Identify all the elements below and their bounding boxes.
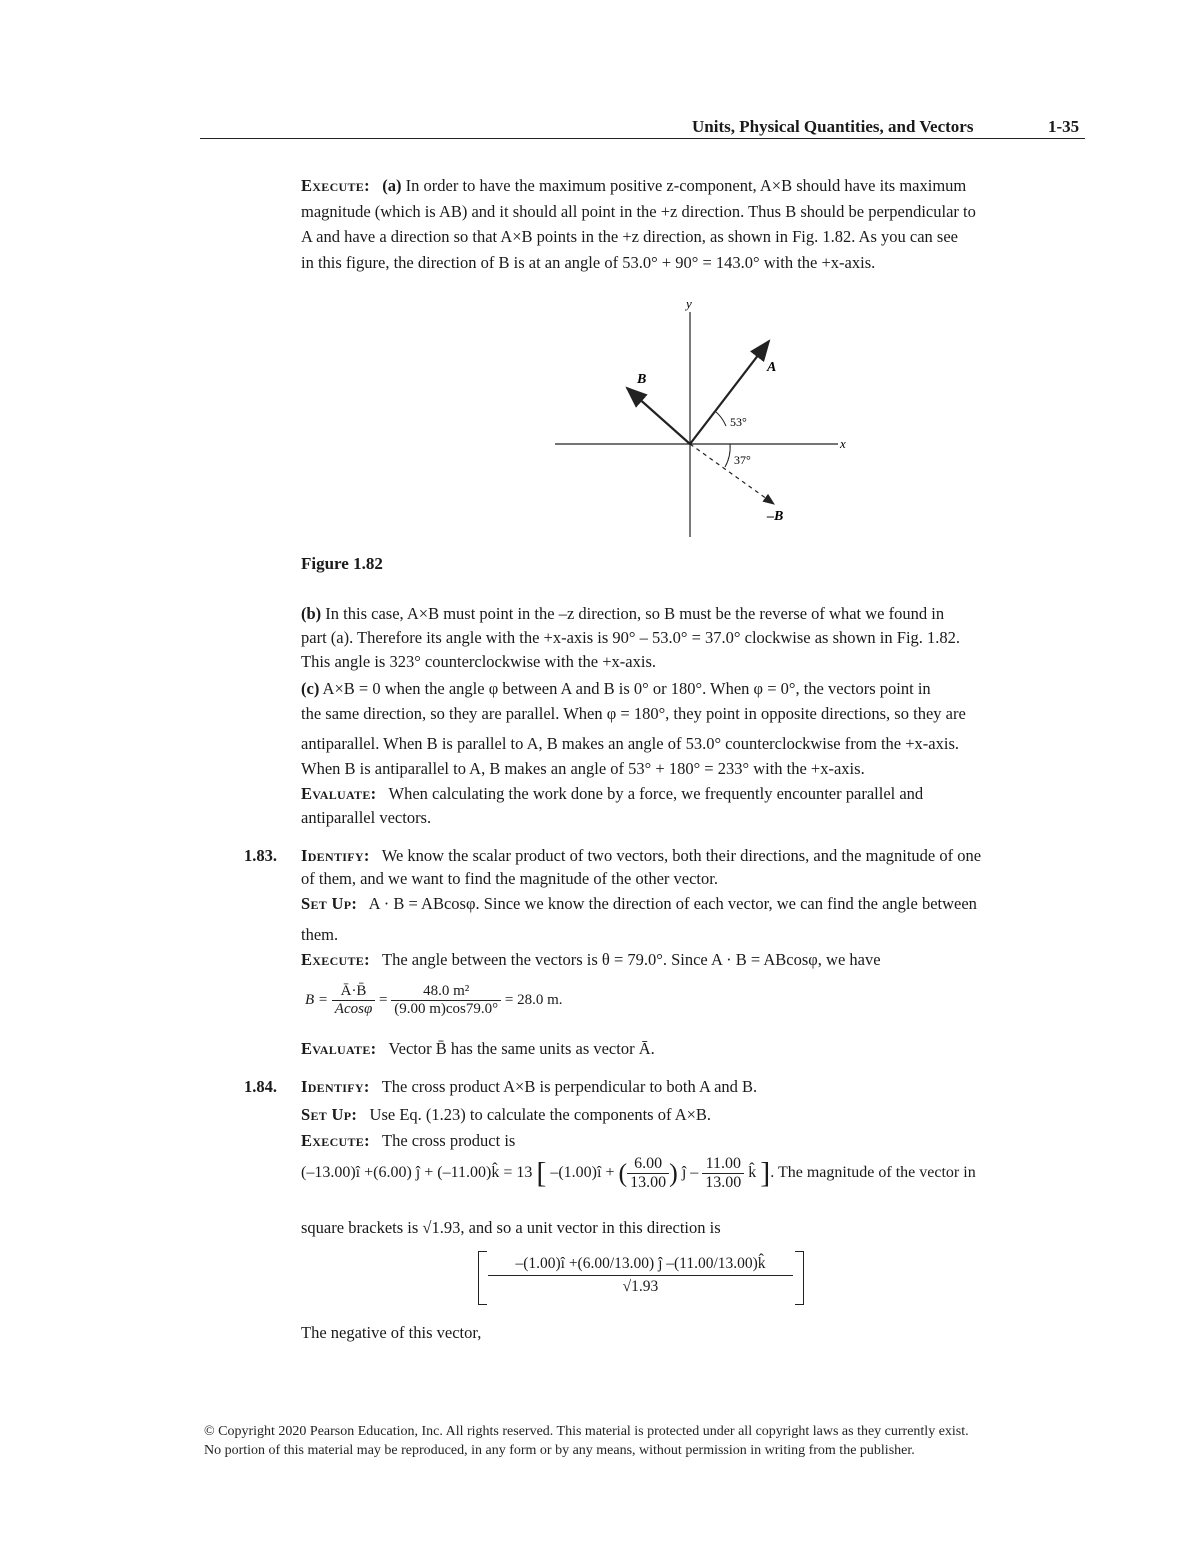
equation-term: ĵ – <box>681 1164 699 1182</box>
paragraph-text: Vector B̄ has the same units as vector Ā. <box>388 1039 655 1058</box>
execute-label: Execute: <box>301 176 370 195</box>
fraction-denominator: 13.00 <box>630 1174 667 1191</box>
equation-result: = 28.0 m. <box>504 991 563 1008</box>
execute-line-1 <box>301 950 881 970</box>
paragraph-text: A×B = 0 when the angle φ between A and B is 0° or 180°. When φ = 0°, the vectors point in <box>322 679 931 698</box>
paragraph-text: the same direction, so they are parallel. When φ = 180°, they point in opposite directions, so they are <box>301 704 966 723</box>
paragraph-text: This angle is 323° counterclockwise with the +x-axis. <box>301 652 656 671</box>
execute-a-line-1 <box>301 176 966 196</box>
paragraph-text: A · B = ABcosφ. Since we know the direction of each vector, we can find the angle between <box>368 894 977 913</box>
evaluate-line-2 <box>301 1039 655 1059</box>
running-header-title: Units, Physical Quantities, and Vectors <box>692 117 974 136</box>
vector-neg-b-arrow <box>690 444 774 504</box>
paragraph-text: In this case, A×B must point in the –z direction, so B must be the reverse of what we found in <box>325 604 945 623</box>
paragraph-text: The cross product A×B is perpendicular to both A and B. <box>381 1077 758 1096</box>
execute-label: Execute: <box>301 1131 370 1150</box>
x-axis-label: x <box>840 436 846 451</box>
equation-cross-product: (–13.00)î +(6.00) ĵ + (–11.00)k̂ = 13 [ –(1.00)î + ( $\frac{6.00}{13.00}$ ) ĵ – $\frac{11.00}{13.00}$ k̂ ]. The magnitude of the vector in <box>301 1155 976 1191</box>
identify-line-1 <box>301 846 981 866</box>
equation-fraction-1 <box>332 983 375 1018</box>
part-label: (a) <box>382 176 402 195</box>
paragraph-text: Use Eq. (1.23) to calculate the components of A×B. <box>369 1105 712 1124</box>
paragraph-text: The cross product is <box>382 1131 516 1150</box>
equation-fraction-11-13 <box>702 1155 744 1192</box>
page-number: 1-35 <box>1048 117 1080 136</box>
paragraph-text: magnitude (which is AB) and it should all point in the +z direction. Thus B should be perpendicular to <box>301 202 976 221</box>
vector-neg-b-label: –B <box>767 509 784 524</box>
angle-37-arc <box>725 444 730 467</box>
setup-label: Set Up: <box>301 894 358 913</box>
fraction-denominator: Acosφ <box>334 1001 373 1017</box>
vector-b-label: B <box>637 372 647 387</box>
paragraph-text: antiparallel vectors. <box>301 808 432 827</box>
identify-label: Identify: <box>301 846 370 865</box>
paragraph-text: part (a). Therefore its angle with the +x-axis is 90° – 53.0° = 37.0° clockwise as shown in Fig. 1.82. <box>301 628 961 647</box>
fraction-denominator: √1.93 <box>622 1278 659 1295</box>
paragraph-text: them. <box>301 925 339 944</box>
equation-term: –(1.00)î + <box>550 1164 615 1182</box>
part-c-line-1 <box>301 679 931 699</box>
paragraph-text: in this figure, the direction of B is at an angle of 53.0° + 90° = 143.0° with the +x-axis. <box>301 253 876 272</box>
angle-53-arc <box>715 411 726 426</box>
copyright-line-1: © Copyright 2020 Pearson Education, Inc. All rights reserved. This material is protected under all copyright laws as they currently exist. <box>204 1424 969 1439</box>
evaluate-label: Evaluate: <box>301 784 377 803</box>
evaluate-line-1 <box>301 784 923 804</box>
paragraph-text: . The magnitude of the vector in <box>770 1164 976 1182</box>
identify-line-2 <box>301 1077 757 1097</box>
fraction-numerator: 6.00 <box>627 1155 669 1174</box>
equation-lhs: B = <box>305 991 329 1008</box>
left-bracket <box>478 1251 487 1305</box>
equation-unit-vector <box>488 1255 793 1296</box>
figure-caption: Figure 1.82 <box>301 554 383 573</box>
paragraph-text: of them, and we want to find the magnitude of the other vector. <box>301 869 718 888</box>
header-rule <box>200 138 1085 139</box>
equation-lhs: (–13.00)î +(6.00) ĵ + (–11.00)k̂ = 13 <box>301 1164 533 1182</box>
fraction-denominator: (9.00 m)cos79.0° <box>394 1001 499 1017</box>
setup-label: Set Up: <box>301 1105 358 1124</box>
part-label: (c) <box>301 679 320 698</box>
part-label: (b) <box>301 604 322 623</box>
identify-label: Identify: <box>301 1077 370 1096</box>
fraction-numerator: 11.00 <box>702 1155 744 1174</box>
paragraph-text: The angle between the vectors is θ = 79.0°. Since A · B = ABcosφ, we have <box>382 950 881 969</box>
equation-fraction-6-13 <box>627 1155 669 1192</box>
evaluate-label: Evaluate: <box>301 1039 377 1058</box>
problem-number: 1.83. <box>244 846 277 865</box>
vector-b-arrow <box>627 388 690 444</box>
vector-diagram <box>540 292 860 552</box>
fraction-denominator: 13.00 <box>705 1174 742 1191</box>
paragraph-text: In order to have the maximum positive z-component, A×B should have its maximum <box>405 176 967 195</box>
problem-number: 1.84. <box>244 1077 277 1096</box>
fraction-numerator: –(1.00)î +(6.00/13.00) ĵ –(11.00/13.00)k̂ <box>488 1255 793 1276</box>
paragraph-text: The negative of this vector, <box>301 1323 482 1342</box>
y-axis-label: y <box>686 296 692 311</box>
setup-line-2 <box>301 1105 711 1125</box>
paragraph-text: A and have a direction so that A×B points in the +z direction, as shown in Fig. 1.82. As you can see <box>301 227 958 246</box>
fraction-numerator: Ā·B̄ <box>332 983 375 1001</box>
angle-53-label: 53° <box>730 415 747 429</box>
equation-fraction-2 <box>391 983 501 1018</box>
right-bracket <box>795 1251 804 1305</box>
execute-label: Execute: <box>301 950 370 969</box>
paragraph-text: When B is antiparallel to A, B makes an angle of 53° + 180° = 233° with the +x-axis. <box>301 759 865 778</box>
execute-line-2 <box>301 1131 515 1151</box>
paragraph-text: We know the scalar product of two vectors, both their directions, and the magnitude of one <box>381 846 982 865</box>
fraction-numerator: 48.0 m² <box>391 983 501 1001</box>
paragraph-text: square brackets is √1.93, and so a unit vector in this direction is <box>301 1218 721 1237</box>
part-b-line-1 <box>301 604 944 624</box>
equation-term: k̂ <box>748 1164 757 1182</box>
setup-line-1 <box>301 894 977 914</box>
equation-magnitude-b: B = $\frac{Ā\cdot B̄}{Acos\varphi}$ = $\frac{\text{48.0 m²}}{(9.00 m)\cos 79.0^\circ}$ = 28.0 m. <box>305 983 563 1017</box>
copyright-line-2: No portion of this material may be reproduced, in any form or by any means, without permission in writing from the publisher. <box>204 1443 915 1458</box>
vector-a-label: A <box>767 360 777 375</box>
paragraph-text: antiparallel. When B is parallel to A, B makes an angle of 53.0° counterclockwise from the +x-axis. <box>301 734 959 753</box>
paragraph-text: When calculating the work done by a force, we frequently encounter parallel and <box>388 784 924 803</box>
angle-37-label: 37° <box>734 453 751 467</box>
